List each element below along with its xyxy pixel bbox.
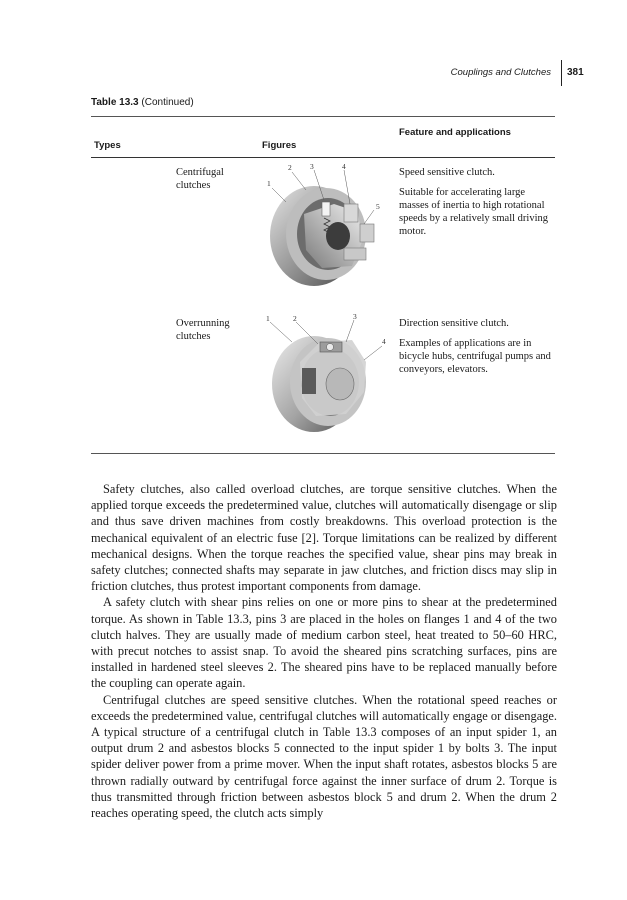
callout-1: 1 xyxy=(266,314,270,323)
keyway xyxy=(302,368,316,394)
body-text xyxy=(91,481,557,821)
callout-3: 3 xyxy=(353,312,357,321)
asbestos-block xyxy=(344,248,366,260)
callout-2: 2 xyxy=(288,163,292,172)
overrunning-clutch-figure xyxy=(256,312,394,442)
header-features: Feature and applications xyxy=(399,127,511,138)
row-type-centrifugal: Centrifugal clutches xyxy=(176,167,224,191)
callout-3: 3 xyxy=(310,162,314,171)
header-divider xyxy=(561,60,562,86)
callout-5: 5 xyxy=(376,202,380,211)
roller xyxy=(327,344,334,351)
callout-1: 1 xyxy=(267,179,271,188)
paragraph: Safety clutches, also called overload clutches, are torque sensitive clutches. When the applied torque exceeds the predetermined value, clutches will automatically disengage or slip and thus save driven machines from costly breakdowns. This overload protection is the mechanical equivalent of an electric fuse [2]. Torque limitations can be realized by different mechanical designs. When the torque reaches the specified value, shear pins may break in safety clutches; connected shafts may separate in jaw clutches, and friction discs may slip in friction clutches, thus protest important components from damage. xyxy=(91,482,557,594)
jaw-top xyxy=(344,204,358,222)
centrifugal-clutch-figure xyxy=(256,160,394,300)
callout-2: 2 xyxy=(293,314,297,323)
feature-text: Suitable for accelerating large masses of inertia to high rotational speeds by a relatively small driving motor. xyxy=(399,187,549,237)
row-features-overrunning xyxy=(399,317,555,383)
callout-4: 4 xyxy=(342,162,346,171)
paragraph: Centrifugal clutches are speed sensitive clutches. When the rotational speed reaches or exceeds the predetermined value, centrifugal clutches will automatically engage or disengage. A typical structure of a centrifugal clutch in Table 13.3 composes of an input spider 1, an output drum 2 and asbestos blocks 5 connected to the input spider 1 by bolts 3. The input spider deliver power from a prime mover. When the input shaft rotates, asbestos blocks 5 are thrown radially outward by centrifugal force against the inner surface of drum 2. Torque is thus transmitted through friction between asbestos block 5 and drum 2. When the drum 2 reaches operating speed, the clutch acts simply xyxy=(91,692,557,821)
hub xyxy=(326,368,354,400)
feature-text: Direction sensitive clutch. xyxy=(399,318,509,329)
bolt xyxy=(322,202,330,216)
row-features-centrifugal xyxy=(399,166,555,245)
callout-4: 4 xyxy=(382,337,386,346)
header-types: Types xyxy=(94,140,121,151)
table-top-rule xyxy=(91,116,555,117)
table-header-rule xyxy=(91,157,555,158)
table-caption-note: (Continued) xyxy=(141,97,194,108)
feature-text: Speed sensitive clutch. xyxy=(399,167,495,178)
jaw-right xyxy=(360,224,374,242)
paragraph: A safety clutch with shear pins relies on one or more pins to shear at the predetermined torque. As shown in Table 13.3, pins 3 are placed in the holes on flanges 1 and 4 of the two clutch halves. They are usually made of medium carbon steel, heat treated to 50–60 HRC, with precut notches to assist snap. To avoid the sheared pins scratching surfaces, pins are installed in hardened steel sleeves 2. The sheared pins have to be replaced manually before the coupling can operate again. xyxy=(91,595,557,691)
page-number: 381 xyxy=(567,67,584,78)
table-bottom-rule xyxy=(91,453,555,454)
feature-text: Examples of applications are in bicycle hubs, centrifugal pumps and conveyors, elevators. xyxy=(399,338,551,375)
hub-bore xyxy=(326,222,350,250)
header-figures: Figures xyxy=(262,140,297,151)
table-caption xyxy=(91,97,194,108)
row-type-overrunning: Overrunning clutches xyxy=(176,318,230,342)
table-caption-label: Table 13.3 xyxy=(91,97,139,108)
running-title: Couplings and Clutches xyxy=(450,67,551,78)
